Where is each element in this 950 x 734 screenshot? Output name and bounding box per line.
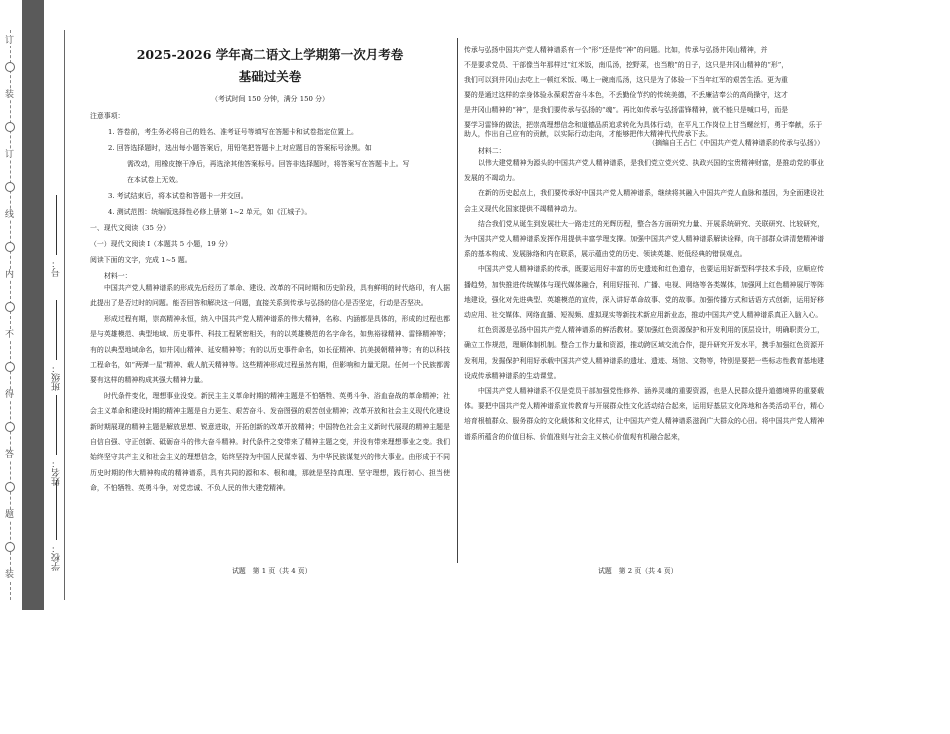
exam-subtitle: 基础过关卷 <box>238 69 302 84</box>
page-two <box>464 46 824 445</box>
cut-word: 不 <box>5 330 15 340</box>
cut-word: 答 <box>5 450 15 460</box>
text-line: 传承与弘扬中国共产党人精神谱系有一个“形”还是传“神”的问题。比如，传承与弘扬井冈山精神，并 <box>464 46 768 54</box>
paragraph: 结合我们党从诞生到发展壮大一路走过的光辉历程，整合各方面研究力量、开展系统研究、关联研究、比较研究，为中国共产党人精神谱系发挥作用提供丰富学理支撑。加强中国共产党人精神谱系解读诠释，向干部群众讲清楚精神谱系的基本构成、发展脉络和内在联系，展示蕴由党的历史、领读英雄、贬低经典的错误观点。 <box>464 219 824 259</box>
paragraph: 中国共产党人精神谱系不仅是党员干部加强党性修养、涵养灵魂的重要资源，也是人民群众提升道德境界的重要载体。要把中国共产党人精神谱系宣传教育与开展群众性文化活动结合起来，运用好基层文化阵地和各类活动平台，精心培育根植群众、服务群众的文化载体和文化样式，让中国共产党人精神谱系滋润广大群众的心田。将中国共产党人精神谱系所蕴含的价值目标、价值准则与社会主义核心价值观有机融合起来， <box>464 387 824 441</box>
binding-hole <box>5 542 15 552</box>
cut-word: 线 <box>5 210 15 220</box>
cut-word: 装 <box>5 570 15 580</box>
column-divider <box>457 38 458 563</box>
binding-hole <box>5 422 15 432</box>
text-line: 要的是通过这样的亲身体验永葆艰苦奋斗本色，不丢勤俭节约的传统美德，不丢廉洁奉公的高尚操守，这才 <box>464 91 788 99</box>
binding-hole <box>5 122 15 132</box>
binding-bar <box>22 0 44 610</box>
paragraph: 形成过程有期，崇高精神永恒，纳入中国共产党人精神谱系的伟大精神，名称、内涵都是具体的，形成的过程也都是与英雄模范、典型地域、历史事件、科技工程紧密相关，有的以英雄模范的名字命名，如焦裕禄精神、雷锋精神等；有的以典型地域命名，如井冈山精神、延安精神等；有的以历史事件命名，如长征精神、抗美援朝精神等；有的以科技工程命名，如“两弹一星”精神、载人航天精神等。这些精神形成过程虽然有期，但影响和力量无限。任何一个民族都需要有这样的精神构成其强大精神力量。 <box>90 314 450 385</box>
cut-word: 装 <box>5 90 15 100</box>
text-line: 不是要求党员、干部像当年那样过“红米饭，南瓜汤，挖野菜，也当粮”的日子，这只是井冈山精神的“形”， <box>464 61 789 69</box>
text-line: 是井冈山精神的“神”，是我们要传承与弘扬的“魂”。再比如传承与弘扬雷锋精神，就不能只是喊口号，而是 <box>464 106 789 114</box>
cut-word: 订 <box>5 36 15 46</box>
cut-word: 题 <box>5 510 15 520</box>
paragraph: 中国共产党人精神谱系的传承，既要运用好丰富的历史遗迹和红色遗存，也要运用好新型科学技术手段，应顺应传播趋势，加快推进传统媒体与现代媒体融合，利用好报刊、广播、电视、网络等各类媒体，加强网上红色精神展厅等阵地建设，强化对先进典型、英雄模范的宣传，深入讲好革命故事、党的故事。加强传播方式和话语方式创新，运用好移动应用、社交媒体、网络直播、短视频、虚拟现实等新技术新应用新业态，推动中国共产党人精神谱系真正入脑入心。 <box>464 265 824 320</box>
paragraph: 中国共产党人精神谱系的形成先后经历了革命、建设、改革的不同时期和历史阶段，具有鲜明的时代烙印，有人据此提出了是否过时的问题。能否回答和解决这一问题，直接关系到传承与弘扬的信心是否坚定，行动是否坚决。 <box>90 284 450 308</box>
notice-item-2: 2. 回答选择题时，选出每小题答案后，用铅笔把答题卡上对应题目的答案标号涂黑。如 <box>108 144 372 152</box>
notice-item-2-cont: 在本试卷上无效。 <box>127 176 183 184</box>
text-line: 要学习雷锋的做法，把崇高理想信念和道德品质追求转化为具体行动，在平凡工作岗位上甘当螺丝钉，勇于奉献，乐于助人，作出自己应有的贡献，以实际行动走向，才能够把伟大精神代代传承下去。 <box>464 121 823 138</box>
cut-word: 订 <box>5 150 15 160</box>
binding-hole <box>5 362 15 372</box>
binding-hole <box>5 62 15 72</box>
binding-hole <box>5 482 15 492</box>
exam-number-field[interactable]: 号： <box>50 195 63 277</box>
paragraph: 时代条件变化，理想事业没变。新民主主义革命时期的精神主题是不怕牺牲、英勇斗争、浴血奋战的革命精神；社会主义革命和建设时期的精神主题是自力更生、艰苦奋斗、发奋图强的艰苦创业精神；改革开放和社会主义现代化建设新时期展现的精神主题是解放思想、锐意进取，开拓创新的改革开放精神；中国特色社会主义新时代展现的精神主题是自信自强、守正创新、砥砺奋斗的伟大奋斗精神。时代条件之变带来了精神主题之变，并没有带来理想事业之变。我们始终坚守共产主义和社会主义的理想信念，始终坚持为中国人民谋幸福、为中华民族谋复兴的伟大事业。由形成于不同历史时期的伟大精神构成的精神谱系，具有共同的源和本、根和魂，那就是坚持真理、坚守理想，践行初心、担当使命，不怕牺牲、英勇斗争，对党忠诚、不负人民的伟大建党精神。 <box>90 391 450 493</box>
notice-item-1: 1. 答卷前，考生务必将自己的姓名、准考证号等填写在答题卡和试卷指定位置上。 <box>108 128 358 136</box>
school-field[interactable]: 学校： <box>50 480 63 571</box>
page-footer-right: 试题 第 2 页（共 4 页） <box>598 567 678 575</box>
binding-hole <box>5 242 15 252</box>
paragraph: 以伟大建党精神为源头的中国共产党人精神谱系，是我们党立党兴党、执政兴国的宝贵精神财富，是推动党的事业发展的不竭动力。 <box>464 159 824 183</box>
binding-margin <box>0 0 72 610</box>
class-field[interactable]: 班级： <box>50 300 63 391</box>
page-one <box>90 40 450 497</box>
material-label: 材料二： <box>478 147 506 155</box>
source-citation: （摘编自王占仁《中国共产党人精神谱系的传承与弘扬》） <box>648 139 824 147</box>
exam-title: 2025-2026 学年高二语文上学期第一次月考卷 <box>136 47 404 62</box>
paragraph: 在新的历史起点上，我们要传承好中国共产党人精神谱系，继续将其融入中国共产党人血脉和基因，为全面建设社会主义现代化国家提供不竭精神动力。 <box>464 189 824 213</box>
notice-item-4: 4. 测试范围：统编版选择性必修上册第 1~2 单元，如《江城子》。 <box>108 208 312 216</box>
binding-hole <box>5 302 15 312</box>
material-label: 材料一： <box>104 272 132 280</box>
binding-line <box>64 30 65 600</box>
text-line: 我们可以到井冈山去吃上一顿红米饭、喝上一碗南瓜汤，这只是为了体验一下当年红军的艰苦生活。更为重 <box>464 76 788 84</box>
notice-heading: 注意事项： <box>90 112 125 120</box>
exam-info: （考试时间 150 分钟，满分 150 分） <box>211 95 329 103</box>
instruction: 阅读下面的文字，完成 1~5 题。 <box>90 256 192 264</box>
notice-item-3: 3. 考试结束后，将本试卷和答题卡一并交回。 <box>108 192 248 200</box>
binding-hole <box>5 182 15 192</box>
page-footer-left: 试题 第 1 页（共 4 页） <box>232 567 312 575</box>
cut-word: 内 <box>5 270 15 280</box>
notice-item-2-cont: 需改动，用橡皮擦干净后，再选涂其他答案标号。回答非选择题时，将答案写在答题卡上。写 <box>127 160 410 168</box>
cut-word: 得 <box>5 390 15 400</box>
paragraph: 红色资源是弘扬中国共产党人精神谱系的鲜活教材。要加强红色资源保护和开发利用的顶层设计，明确职责分工，确立工作规范，理顺体制机制。整合工作力量和资源，推动跨区域交流合作，提升研究开发水平，携手加强红色资源开发利用，发掘保护利用好承载中国共产党人精神谱系的遗址、遗迹、场馆、文物等，特别是要把一些标志性教育基地建设成传承精神谱系的生动课堂。 <box>464 326 824 380</box>
subsection-heading: （一）现代文阅读 I（本题共 5 小题，19 分） <box>90 240 232 248</box>
name-field[interactable]: 姓名： <box>50 395 63 486</box>
section-heading: 一、现代文阅读（35 分） <box>90 224 170 232</box>
